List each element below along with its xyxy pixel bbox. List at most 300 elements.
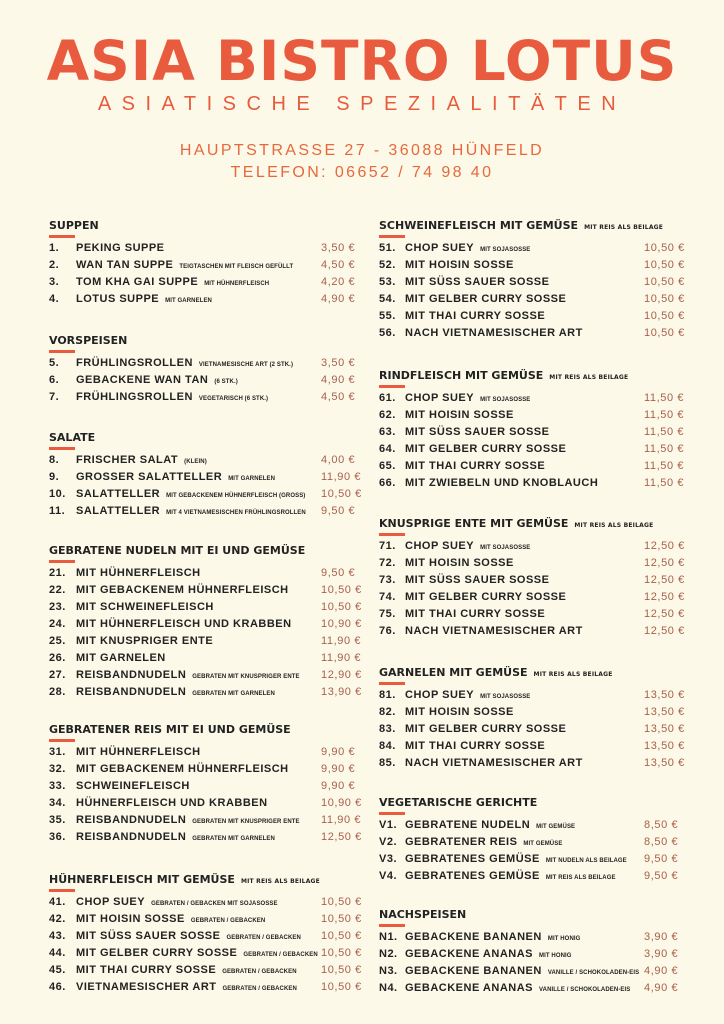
item-price: 12,50 €	[644, 557, 685, 569]
menu-item	[49, 565, 361, 582]
item-number: V3.	[379, 853, 398, 865]
item-number: 41.	[49, 896, 66, 908]
item-name-text: MIT SCHWEINEFLEISCH	[76, 601, 214, 613]
item-number: 56.	[379, 327, 396, 339]
item-number: 1.	[49, 242, 60, 254]
item-price: 12,90 €	[321, 669, 362, 681]
item-number: 31.	[49, 746, 66, 758]
item-number: 10.	[49, 488, 66, 500]
item-name	[76, 744, 201, 761]
menu-item	[379, 704, 691, 721]
menu-item	[49, 452, 361, 469]
menu-item	[49, 503, 361, 520]
item-note: MIT GARNELEN	[165, 298, 212, 304]
item-price: 12,50 €	[644, 574, 685, 586]
item-number: 51.	[379, 242, 396, 254]
item-name-text: MIT SÜSS SAUER SOSSE	[405, 276, 550, 288]
item-price: 12,50 €	[644, 591, 685, 603]
section-underline	[379, 235, 405, 238]
menu-item	[49, 812, 361, 829]
section-underline	[379, 682, 405, 685]
item-price: 10,50 €	[644, 310, 685, 322]
menu-item	[49, 240, 361, 257]
menu-section	[49, 873, 320, 892]
item-name	[76, 633, 213, 650]
menu-item	[379, 868, 691, 885]
item-price: 3,50 €	[321, 242, 356, 254]
menu-item	[49, 469, 361, 486]
item-note: MIT SOJASOSSE	[480, 247, 531, 253]
item-note: MIT NUDELN ALS BEILAGE	[545, 858, 627, 864]
section-note: MIT REIS ALS BEILAGE	[533, 671, 613, 678]
item-name-text: NACH VIETNAMESISCHER ART	[405, 327, 583, 339]
item-note: GEBRATEN / GEBACKEN	[243, 952, 318, 958]
item-price: 10,90 €	[321, 618, 362, 630]
item-number: 45.	[49, 964, 66, 976]
menu-item	[49, 829, 361, 846]
item-name	[405, 606, 545, 623]
section-heading	[379, 219, 663, 233]
menu-item	[379, 257, 691, 274]
item-name-text: GEBACKENE WAN TAN	[76, 374, 209, 386]
menu-item	[379, 721, 691, 738]
item-price: 13,50 €	[644, 740, 685, 752]
item-name-text: MIT HOISIN SOSSE	[405, 259, 514, 271]
item-price: 10,50 €	[644, 259, 685, 271]
item-price: 9,90 €	[321, 746, 356, 758]
menu-item	[49, 744, 361, 761]
menu-section	[379, 369, 628, 388]
item-name	[405, 274, 549, 291]
item-name-text: LOTUS SUPPE	[76, 293, 160, 305]
section-underline	[49, 350, 75, 353]
item-name	[76, 979, 297, 998]
item-number: 6.	[49, 374, 60, 386]
item-name-text: GEBACKENE BANANEN	[405, 965, 542, 977]
section-title: SCHWEINEFLEISCH MIT GEMÜSE	[379, 219, 579, 232]
item-name-text: CHOP SUEY	[405, 689, 475, 701]
item-name	[405, 868, 616, 887]
item-name	[76, 582, 289, 599]
menu-item	[379, 424, 691, 441]
section-title: HÜHNERFLEISCH MIT GEMÜSE	[49, 873, 235, 886]
section-note: MIT REIS ALS BEILAGE	[574, 522, 654, 529]
section-heading	[379, 796, 537, 810]
section-note: MIT REIS ALS BEILAGE	[240, 878, 320, 885]
menu-item	[379, 817, 691, 834]
menu-section	[379, 666, 613, 685]
item-name-text: MIT GELBER CURRY SOSSE	[405, 591, 567, 603]
section-heading	[379, 369, 628, 383]
item-price: 4,20 €	[321, 276, 356, 288]
item-name	[405, 475, 598, 492]
menu-item	[49, 911, 361, 928]
item-price: 10,50 €	[321, 947, 362, 959]
item-price: 10,50 €	[321, 981, 362, 993]
item-name	[405, 704, 514, 721]
item-price: 13,50 €	[644, 706, 685, 718]
item-name	[76, 389, 268, 408]
menu-item	[49, 291, 361, 308]
item-note: GEBRATEN MIT KNUSPRIGER ENTE	[192, 819, 300, 825]
item-name	[76, 829, 275, 848]
item-name	[405, 555, 514, 572]
item-number: 26.	[49, 652, 66, 664]
menu-item	[49, 616, 361, 633]
section-title: GEBRATENER REIS MIT EI UND GEMÜSE	[49, 723, 291, 736]
item-price: 4,90 €	[644, 982, 679, 994]
item-price: 9,50 €	[321, 505, 356, 517]
item-price: 12,50 €	[321, 831, 362, 843]
item-name-text: MIT HOISIN SOSSE	[76, 913, 185, 925]
item-name	[76, 684, 275, 703]
menu-item	[379, 390, 691, 407]
item-number: 35.	[49, 814, 66, 826]
item-name	[405, 623, 583, 640]
item-number: 81.	[379, 689, 396, 701]
item-name-text: MIT THAI CURRY SOSSE	[405, 608, 546, 620]
item-name	[405, 572, 549, 589]
item-name-text: GEBRATENE NUDELN	[405, 819, 531, 831]
item-number: 25.	[49, 635, 66, 647]
menu-item	[379, 475, 691, 492]
item-name-text: MIT THAI CURRY SOSSE	[405, 460, 546, 472]
item-name-text: MIT HOISIN SOSSE	[405, 557, 514, 569]
menu-item	[49, 633, 361, 650]
item-note: GEBRATEN MIT KNUSPRIGER ENTE	[192, 674, 300, 680]
item-number: 28.	[49, 686, 66, 698]
item-number: 5.	[49, 357, 60, 369]
item-name	[76, 650, 166, 667]
section-heading	[49, 334, 127, 348]
item-name	[76, 599, 214, 616]
section-underline	[49, 560, 75, 563]
menu-item	[49, 761, 361, 778]
menu-item	[379, 274, 691, 291]
menu-item	[379, 851, 691, 868]
item-number: 84.	[379, 740, 396, 752]
item-name-text: GEBACKENE ANANAS	[405, 982, 533, 994]
menu-item	[49, 599, 361, 616]
item-price: 10,50 €	[644, 242, 685, 254]
item-name	[76, 778, 190, 795]
item-number: 11.	[49, 505, 66, 517]
item-price: 10,50 €	[321, 913, 362, 925]
item-note: MIT SOJASOSSE	[480, 545, 531, 551]
menu-item	[49, 389, 361, 406]
menu-section	[379, 908, 466, 927]
item-name	[405, 325, 583, 342]
item-name-text: REISBANDNUDELN	[76, 686, 187, 698]
item-name-text: MIT HÜHNERFLEISCH UND KRABBEN	[76, 618, 292, 630]
menu-item	[379, 308, 691, 325]
item-number: 52.	[379, 259, 396, 271]
menu-item	[379, 291, 691, 308]
item-name-text: HÜHNERFLEISCH UND KRABBEN	[76, 797, 268, 809]
menu-item	[379, 623, 691, 640]
item-name	[76, 503, 306, 522]
item-number: 7.	[49, 391, 60, 403]
menu-item	[49, 650, 361, 667]
item-name-text: CHOP SUEY	[405, 392, 475, 404]
item-name-text: MIT SÜSS SAUER SOSSE	[405, 426, 550, 438]
item-price: 4,90 €	[321, 374, 356, 386]
item-price: 12,50 €	[644, 540, 685, 552]
section-underline	[379, 924, 405, 927]
item-number: 72.	[379, 557, 396, 569]
item-number: 61.	[379, 392, 396, 404]
item-number: 8.	[49, 454, 60, 466]
menu-item	[379, 325, 691, 342]
item-note: VEGETARISCH (6 STK.)	[198, 396, 269, 402]
item-price: 13,50 €	[644, 723, 685, 735]
item-name-text: MIT KNUSPRIGER ENTE	[76, 635, 214, 647]
item-price: 10,50 €	[321, 601, 362, 613]
section-heading	[379, 517, 653, 531]
item-name-text: MIT GEBACKENEM HÜHNERFLEISCH	[76, 763, 289, 775]
item-name	[76, 291, 212, 310]
menu-item	[49, 778, 361, 795]
menu-item	[379, 606, 691, 623]
item-note: GEBRATEN / GEBACKEN	[222, 986, 297, 992]
item-name	[405, 721, 566, 738]
item-number: 62.	[379, 409, 396, 421]
item-name-text: SCHWEINEFLEISCH	[76, 780, 190, 792]
menu-item	[49, 486, 361, 503]
restaurant-title: ASIA BISTRO LOTUS	[46, 29, 678, 93]
item-note: MIT GEMÜSE	[536, 824, 576, 830]
item-price: 10,90 €	[321, 797, 362, 809]
item-number: 65.	[379, 460, 396, 472]
item-price: 3,50 €	[321, 357, 356, 369]
section-title: NACHSPEISEN	[379, 908, 467, 921]
item-note: GEBRATEN MIT GARNELEN	[192, 691, 275, 697]
item-note: MIT HONIG	[539, 953, 572, 959]
item-name	[405, 407, 514, 424]
item-name-text: GROSSER SALATTELLER	[76, 471, 223, 483]
item-note: MIT REIS ALS BEILAGE	[545, 875, 616, 881]
item-price: 10,50 €	[321, 488, 362, 500]
item-number: 4.	[49, 293, 60, 305]
item-price: 4,50 €	[321, 391, 356, 403]
section-underline	[49, 889, 75, 892]
item-name-text: GEBACKENE BANANEN	[405, 931, 542, 943]
menu-item	[379, 755, 691, 772]
menu-section	[379, 796, 537, 815]
section-heading	[49, 431, 95, 445]
section-heading	[49, 544, 305, 558]
item-number: N4.	[379, 982, 398, 994]
item-name-text: MIT HOISIN SOSSE	[405, 409, 514, 421]
menu-item	[49, 684, 361, 701]
item-name-text: MIT THAI CURRY SOSSE	[405, 740, 546, 752]
menu-section	[49, 219, 99, 238]
item-name-text: FRÜHLINGSROLLEN	[76, 391, 193, 403]
item-name-text: NACH VIETNAMESISCHER ART	[405, 757, 583, 769]
item-number: 34.	[49, 797, 66, 809]
item-name-text: MIT HÜHNERFLEISCH	[76, 746, 201, 758]
menu-item	[49, 257, 361, 274]
item-name-text: MIT GELBER CURRY SOSSE	[405, 443, 567, 455]
item-price: 8,50 €	[644, 836, 679, 848]
item-name	[76, 761, 289, 778]
item-name	[405, 738, 545, 755]
item-price: 11,50 €	[644, 460, 685, 472]
menu-item	[49, 945, 361, 962]
item-price: 10,50 €	[644, 293, 685, 305]
menu-item	[49, 582, 361, 599]
item-number: 83.	[379, 723, 396, 735]
section-heading	[379, 666, 613, 680]
item-name-text: MIT GELBER CURRY SOSSE	[405, 723, 567, 735]
item-name-text: GEBACKENE ANANAS	[405, 948, 533, 960]
phone: TELEFON: 06652 / 74 98 40	[230, 164, 494, 181]
item-number: 24.	[49, 618, 66, 630]
menu-item	[49, 274, 361, 291]
menu-section	[49, 723, 291, 742]
item-number: 33.	[49, 780, 66, 792]
item-name	[405, 755, 583, 772]
item-price: 11,90 €	[321, 635, 362, 647]
section-title: GEBRATENE NUDELN MIT EI UND GEMÜSE	[49, 544, 306, 557]
item-price: 9,90 €	[321, 780, 356, 792]
item-number: V1.	[379, 819, 398, 831]
section-heading	[379, 908, 466, 922]
menu-item	[379, 963, 691, 980]
item-note: GEBRATEN / GEBACKEN	[190, 918, 266, 924]
section-title: VEGETARISCHE GERICHTE	[379, 796, 538, 809]
item-name-text: VIETNAMESISCHER ART	[76, 981, 217, 993]
item-number: 22.	[49, 584, 66, 596]
item-price: 13,50 €	[644, 757, 685, 769]
item-number: N1.	[379, 931, 398, 943]
menu-item	[379, 555, 691, 572]
item-number: 73.	[379, 574, 396, 586]
item-name	[405, 424, 549, 441]
menu-item	[379, 572, 691, 589]
item-name-text: MIT HÜHNERFLEISCH	[76, 567, 201, 579]
item-name-text: REISBANDNUDELN	[76, 814, 187, 826]
item-note: GEBRATEN / GEBACKEN	[222, 969, 297, 975]
menu-item	[49, 962, 361, 979]
section-underline	[49, 235, 75, 238]
menu-item	[379, 946, 691, 963]
item-price: 10,50 €	[321, 930, 362, 942]
item-price: 4,50 €	[321, 259, 356, 271]
item-number: 74.	[379, 591, 396, 603]
item-name	[76, 616, 292, 633]
menu-item	[379, 538, 691, 555]
item-name-text: MIT THAI CURRY SOSSE	[76, 964, 217, 976]
item-number: 75.	[379, 608, 396, 620]
item-name	[405, 257, 514, 274]
item-price: 4,90 €	[321, 293, 356, 305]
item-number: 46.	[49, 981, 66, 993]
item-name-text: WAN TAN SUPPE	[76, 259, 174, 271]
menu-item	[379, 929, 691, 946]
item-name-text: MIT ZWIEBELN UND KNOBLAUCH	[405, 477, 599, 489]
item-name-text: GEBRATENES GEMÜSE	[405, 853, 540, 865]
item-note: MIT GEMÜSE	[523, 841, 563, 847]
section-underline	[49, 447, 75, 450]
section-note: MIT REIS ALS BEILAGE	[549, 374, 629, 381]
item-number: 54.	[379, 293, 396, 305]
item-number: 2.	[49, 259, 60, 271]
item-price: 3,90 €	[644, 948, 679, 960]
section-title: SUPPEN	[49, 219, 99, 232]
item-note: GEBRATEN / GEBACKEN MIT SOJASOSSE	[151, 901, 278, 907]
item-price: 4,00 €	[321, 454, 356, 466]
item-number: 76.	[379, 625, 396, 637]
item-note: (6 STK.)	[214, 379, 238, 385]
item-price: 11,90 €	[321, 652, 362, 664]
item-number: 82.	[379, 706, 396, 718]
item-price: 3,90 €	[644, 931, 679, 943]
item-note: MIT GEBACKENEM HÜHNERFLEISCH (GROSS)	[166, 493, 306, 499]
section-title: SALATE	[49, 431, 96, 444]
section-title: GARNELEN MIT GEMÜSE	[379, 666, 528, 679]
item-name-text: REISBANDNUDELN	[76, 669, 187, 681]
item-name-text: CHOP SUEY	[76, 896, 146, 908]
item-price: 10,50 €	[321, 584, 362, 596]
section-heading	[49, 723, 291, 737]
item-name-text: MIT GARNELEN	[76, 652, 166, 664]
item-number: 32.	[49, 763, 66, 775]
menu-section	[49, 431, 95, 450]
item-name-text: MIT GELBER CURRY SOSSE	[76, 947, 238, 959]
item-number: 42.	[49, 913, 66, 925]
item-name-text: GEBRATENER REIS	[405, 836, 518, 848]
menu-item	[379, 738, 691, 755]
item-number: 71.	[379, 540, 396, 552]
section-note: MIT REIS ALS BEILAGE	[584, 224, 664, 231]
item-price: 8,50 €	[644, 819, 679, 831]
item-number: 23.	[49, 601, 66, 613]
item-number: V2.	[379, 836, 398, 848]
item-note: GEBRATEN MIT GARNELEN	[192, 836, 275, 842]
item-note: MIT 4 VIETNAMESISCHEN FRÜHLINGSROLLEN	[166, 510, 306, 516]
item-name-text: SALATTELLER	[76, 505, 161, 517]
item-number: 21.	[49, 567, 66, 579]
item-name-text: MIT GEBACKENEM HÜHNERFLEISCH	[76, 584, 289, 596]
item-name	[405, 458, 545, 475]
item-number: 66.	[379, 477, 396, 489]
item-number: 44.	[49, 947, 66, 959]
item-number: 63.	[379, 426, 396, 438]
item-name-text: TOM KHA GAI SUPPE	[76, 276, 199, 288]
address: HAUPTSTRASSE 27 - 36088 HÜNFELD	[179, 142, 545, 159]
item-name-text: MIT THAI CURRY SOSSE	[405, 310, 546, 322]
item-price: 13,50 €	[644, 689, 685, 701]
item-name	[405, 589, 566, 606]
item-price: 11,50 €	[644, 443, 685, 455]
item-name	[76, 795, 268, 812]
item-number: 9.	[49, 471, 60, 483]
item-price: 10,50 €	[644, 276, 685, 288]
item-name-text: SALATTELLER	[76, 488, 161, 500]
item-price: 12,50 €	[644, 625, 685, 637]
menu-item	[379, 687, 691, 704]
item-name	[405, 308, 545, 325]
item-name-text: MIT SÜSS SAUER SOSSE	[405, 574, 550, 586]
item-number: 27.	[49, 669, 66, 681]
item-name-text: FRÜHLINGSROLLEN	[76, 357, 193, 369]
item-number: 3.	[49, 276, 60, 288]
menu-section	[49, 334, 127, 353]
item-price: 11,50 €	[644, 426, 685, 438]
menu-item	[49, 355, 361, 372]
menu-item	[379, 240, 691, 257]
